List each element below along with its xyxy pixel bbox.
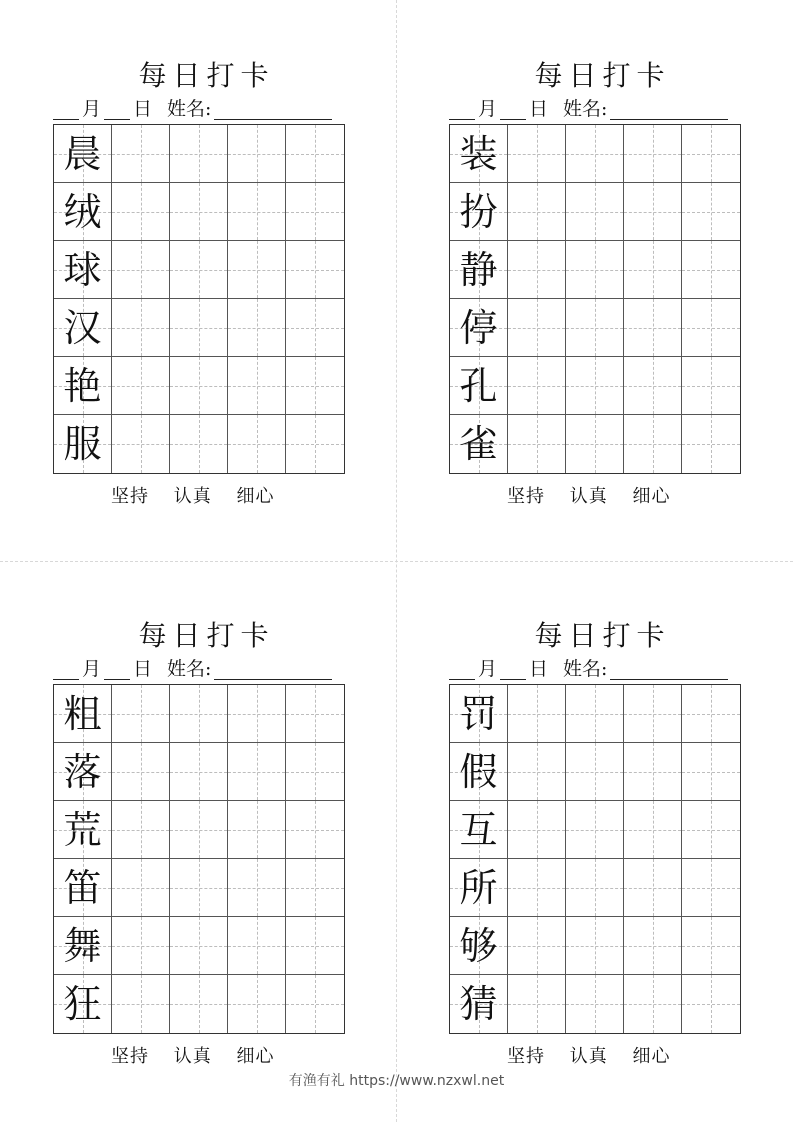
practice-cell[interactable] [682,859,740,917]
practice-grid [53,124,345,474]
motto-persist: 坚持 [111,1046,149,1067]
example-character: 够 [459,923,498,968]
example-cell [450,917,508,975]
example-character: 绒 [63,189,102,234]
example-cell [450,415,508,473]
practice-cell[interactable] [112,743,170,801]
practice-cell[interactable] [286,415,344,473]
practice-cell[interactable] [682,241,740,299]
date-name-line [53,94,346,120]
practice-cell[interactable] [566,357,624,415]
practice-cell[interactable] [508,241,566,299]
motto-earnest: 认真 [569,1046,608,1067]
month-blank[interactable] [449,99,475,120]
practice-cell[interactable] [228,299,286,357]
practice-cell[interactable] [566,241,624,299]
example-character: 艳 [63,363,102,408]
practice-cell[interactable] [228,743,286,801]
practice-cell[interactable] [624,415,682,473]
month-label: 月 [82,98,102,120]
day-label: 日 [133,658,153,680]
checkin-card-top-left [53,58,346,508]
card-title: 每日打卡 [138,619,275,652]
practice-cell[interactable] [682,975,740,1033]
motto [53,1042,346,1068]
example-character: 所 [459,865,498,910]
date-name-line [53,654,346,680]
practice-cell[interactable] [112,859,170,917]
practice-cell[interactable] [624,183,682,241]
month-blank[interactable] [53,99,79,120]
example-character: 服 [63,422,102,466]
practice-cell[interactable] [508,357,566,415]
practice-cell[interactable] [170,859,228,917]
practice-cell[interactable] [508,415,566,473]
practice-cell[interactable] [682,685,740,743]
practice-grid [53,684,345,1034]
motto-careful: 细心 [632,1046,671,1067]
example-character: 假 [459,749,498,794]
example-character: 舞 [63,923,102,968]
practice-cell[interactable] [508,125,566,183]
practice-cell[interactable] [682,415,740,473]
example-cell [54,125,112,183]
practice-cell[interactable] [286,125,344,183]
example-cell [54,357,112,415]
motto-persist: 坚持 [507,1046,545,1067]
example-character: 粗 [63,691,102,736]
practice-cell[interactable] [566,415,624,473]
motto-careful: 细心 [236,486,275,507]
practice-cell[interactable] [624,299,682,357]
example-cell [450,743,508,801]
practice-cell[interactable] [682,299,740,357]
practice-cell[interactable] [508,917,566,975]
practice-cell[interactable] [508,743,566,801]
example-character: 扮 [459,189,498,234]
example-character: 晨 [63,131,102,176]
practice-cell[interactable] [508,299,566,357]
day-blank[interactable] [500,659,526,680]
practice-cell[interactable] [112,415,170,473]
name-label: 姓名: [167,98,212,120]
example-cell [54,685,112,743]
example-cell [450,299,508,357]
practice-cell[interactable] [228,125,286,183]
practice-cell[interactable] [112,183,170,241]
example-cell [54,975,112,1033]
example-cell [54,859,112,917]
practice-cell[interactable] [228,241,286,299]
practice-cell[interactable] [624,917,682,975]
day-label: 日 [133,98,153,120]
practice-cell[interactable] [170,125,228,183]
practice-cell[interactable] [508,183,566,241]
example-cell [450,241,508,299]
day-label: 日 [529,98,549,120]
practice-cell[interactable] [624,859,682,917]
example-cell [54,241,112,299]
practice-cell[interactable] [228,685,286,743]
practice-cell[interactable] [566,125,624,183]
practice-cell[interactable] [682,743,740,801]
example-character: 静 [459,247,498,292]
example-character: 落 [63,749,102,794]
motto [53,482,346,508]
example-character: 笛 [63,865,102,910]
practice-cell[interactable] [228,975,286,1033]
practice-cell[interactable] [508,975,566,1033]
practice-cell[interactable] [508,685,566,743]
name-blank[interactable] [610,659,728,680]
practice-cell[interactable] [112,685,170,743]
practice-cell[interactable] [286,975,344,1033]
practice-cell[interactable] [624,125,682,183]
practice-cell[interactable] [682,183,740,241]
date-name-line [449,94,742,120]
practice-cell[interactable] [286,241,344,299]
example-character: 罚 [459,691,498,736]
motto-persist: 坚持 [111,486,149,507]
practice-cell[interactable] [286,685,344,743]
practice-cell[interactable] [112,241,170,299]
practice-grid [449,124,741,474]
practice-cell[interactable] [566,183,624,241]
example-cell [54,743,112,801]
example-character: 球 [63,247,102,292]
practice-cell[interactable] [508,801,566,859]
practice-cell[interactable] [112,299,170,357]
horizontal-cut-line [0,561,793,562]
month-label: 月 [478,658,498,680]
practice-cell[interactable] [286,859,344,917]
practice-cell[interactable] [170,685,228,743]
practice-cell[interactable] [228,357,286,415]
motto-earnest: 认真 [569,486,608,507]
practice-cell[interactable] [228,801,286,859]
practice-cell[interactable] [566,743,624,801]
practice-cell[interactable] [170,183,228,241]
name-blank[interactable] [214,99,332,120]
practice-cell[interactable] [228,415,286,473]
month-blank[interactable] [53,659,79,680]
practice-cell[interactable] [170,357,228,415]
day-blank[interactable] [500,99,526,120]
month-label: 月 [82,658,102,680]
practice-cell[interactable] [112,917,170,975]
practice-cell[interactable] [228,917,286,975]
example-character: 雀 [459,422,498,466]
practice-cell[interactable] [170,241,228,299]
practice-cell[interactable] [286,183,344,241]
day-blank[interactable] [104,659,130,680]
card-title: 每日打卡 [534,619,671,652]
practice-cell[interactable] [112,975,170,1033]
practice-cell[interactable] [112,125,170,183]
practice-cell[interactable] [286,917,344,975]
name-label: 姓名: [563,658,608,680]
day-blank[interactable] [104,99,130,120]
practice-grid [449,684,741,1034]
practice-cell[interactable] [624,685,682,743]
practice-cell[interactable] [508,859,566,917]
practice-cell[interactable] [624,801,682,859]
practice-cell[interactable] [170,801,228,859]
motto [449,482,742,508]
example-cell [450,125,508,183]
motto [449,1042,742,1068]
day-label: 日 [529,658,549,680]
card-title: 每日打卡 [138,59,275,92]
practice-cell[interactable] [286,357,344,415]
footer-watermark: 有渔有礼 https://www.nzxwl.net [288,1073,505,1089]
month-label: 月 [478,98,498,120]
example-cell [54,801,112,859]
practice-cell[interactable] [112,357,170,415]
practice-cell[interactable] [682,125,740,183]
motto-earnest: 认真 [173,1046,212,1067]
practice-cell[interactable] [170,743,228,801]
practice-cell[interactable] [624,241,682,299]
example-cell [450,801,508,859]
practice-cell[interactable] [286,743,344,801]
example-cell [450,183,508,241]
practice-cell[interactable] [566,859,624,917]
example-cell [54,415,112,473]
motto-earnest: 认真 [173,486,212,507]
practice-cell[interactable] [682,357,740,415]
example-cell [450,685,508,743]
month-blank[interactable] [449,659,475,680]
practice-cell[interactable] [228,859,286,917]
practice-cell[interactable] [624,975,682,1033]
name-blank[interactable] [610,99,728,120]
example-character: 猜 [459,982,498,1026]
practice-cell[interactable] [170,299,228,357]
checkin-card-top-right [449,58,742,508]
example-character: 停 [459,305,498,350]
practice-cell[interactable] [286,299,344,357]
practice-cell[interactable] [566,299,624,357]
practice-cell[interactable] [566,975,624,1033]
checkin-card-bottom-right [449,618,742,1068]
practice-cell[interactable] [170,975,228,1033]
example-character: 荒 [63,807,102,852]
practice-cell[interactable] [112,801,170,859]
example-character: 汉 [63,305,102,350]
name-blank[interactable] [214,659,332,680]
motto-careful: 细心 [236,1046,275,1067]
practice-cell[interactable] [566,917,624,975]
practice-cell[interactable] [286,801,344,859]
example-character: 装 [459,131,498,176]
example-cell [450,975,508,1033]
date-name-line [449,654,742,680]
example-cell [450,859,508,917]
card-title: 每日打卡 [534,59,671,92]
practice-cell[interactable] [624,743,682,801]
checkin-card-bottom-left [53,618,346,1068]
example-cell [54,917,112,975]
practice-cell[interactable] [624,357,682,415]
example-cell [54,183,112,241]
practice-cell[interactable] [682,917,740,975]
motto-persist: 坚持 [507,486,545,507]
practice-cell[interactable] [170,917,228,975]
practice-cell[interactable] [566,801,624,859]
example-cell [54,299,112,357]
motto-careful: 细心 [632,486,671,507]
example-character: 互 [459,807,498,852]
practice-cell[interactable] [682,801,740,859]
name-label: 姓名: [563,98,608,120]
example-cell [450,357,508,415]
example-character: 孔 [459,363,498,408]
practice-cell[interactable] [228,183,286,241]
name-label: 姓名: [167,658,212,680]
example-character: 狂 [63,982,102,1026]
practice-cell[interactable] [566,685,624,743]
practice-cell[interactable] [170,415,228,473]
